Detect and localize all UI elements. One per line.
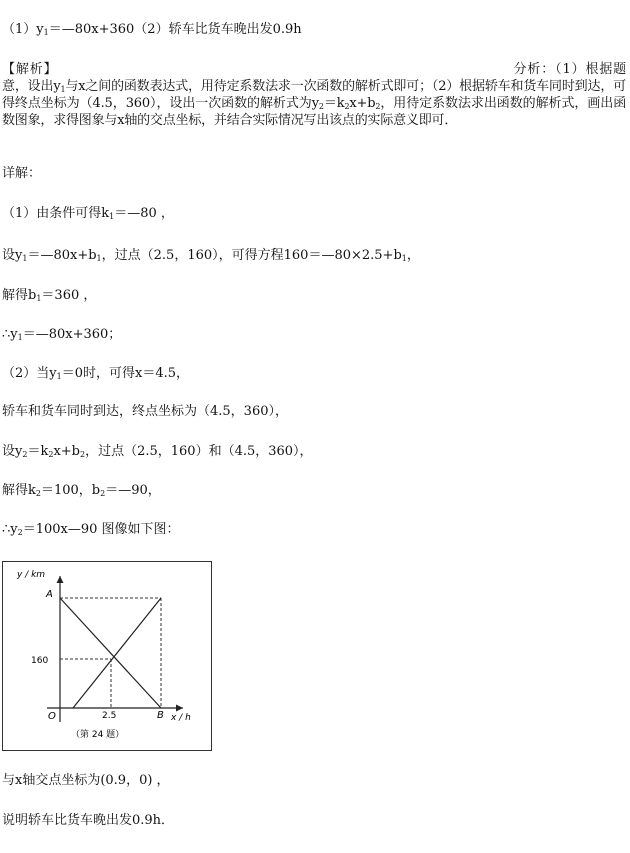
answer-line: $(1)y_1=—80x+360(2)$轿车比货车晚出发0.9h <box>2 22 302 37</box>
point-B-label: B <box>157 710 164 721</box>
tick-25-label: 2.5 <box>102 711 117 721</box>
figure-caption: （第 24 题） <box>71 730 125 740</box>
step-1: （1）由条件可得$k_1=—80$ ， <box>2 206 174 221</box>
analysis-tag: 【解析】 <box>2 62 58 77</box>
x-axis-label: x / h <box>171 713 191 723</box>
step-2: 设$y_1=—80x+b_1$，过点（2.5，160），可得方程$160=—80\times 2.5+b_1$， <box>2 248 420 263</box>
tick-160-label: 160 <box>31 656 49 666</box>
step-4: $\therefore y_1=—80x+360$； <box>2 327 122 342</box>
conclusion-line: 说明轿车比货车晚出发0.9h． <box>2 813 175 828</box>
intercept-line: 与x轴交点坐标为(0.9，0) ， <box>2 773 170 788</box>
line-y2 <box>73 598 161 708</box>
step-8: 解得$k_2=100$，$b_2=—90$， <box>2 483 161 498</box>
step-9: $\therefore y_2=100x—90$ 图像如下图： <box>2 522 180 537</box>
step-6: 轿车和货车同时到达，终点坐标为（4.5，360）， <box>2 404 288 419</box>
point-A-label: A <box>46 589 53 600</box>
y-axis-label: y / km <box>17 570 46 580</box>
step-5: （2）当$y_1=0$时，可得x＝4.5， <box>2 366 189 381</box>
graph-figure <box>2 561 212 751</box>
step-7: 设$y_2=k_2x+b_2$，过点（2.5，160）和（4.5，360）， <box>2 444 313 459</box>
origin-label: O <box>48 711 56 722</box>
analysis-block: 【解析】 分析：（1）根据题意，设出$y_1$与x之间的函数表达式，用待定系数法求一次函数的解析式即可；（2）根据轿车和货车同时到达，可得终点坐标为（4.5，360），设出一次函数的解析式为$y_2=k_2x+b_2$，用待定系数法求出函数的解析式，画出函数图象，求得图象与x轴的交点坐标，并结合实际情况写出该点的实际意义即可． <box>2 62 626 128</box>
step-3: 解得$b_1=360$ ， <box>2 288 97 303</box>
detail-heading: 详解： <box>2 166 42 181</box>
